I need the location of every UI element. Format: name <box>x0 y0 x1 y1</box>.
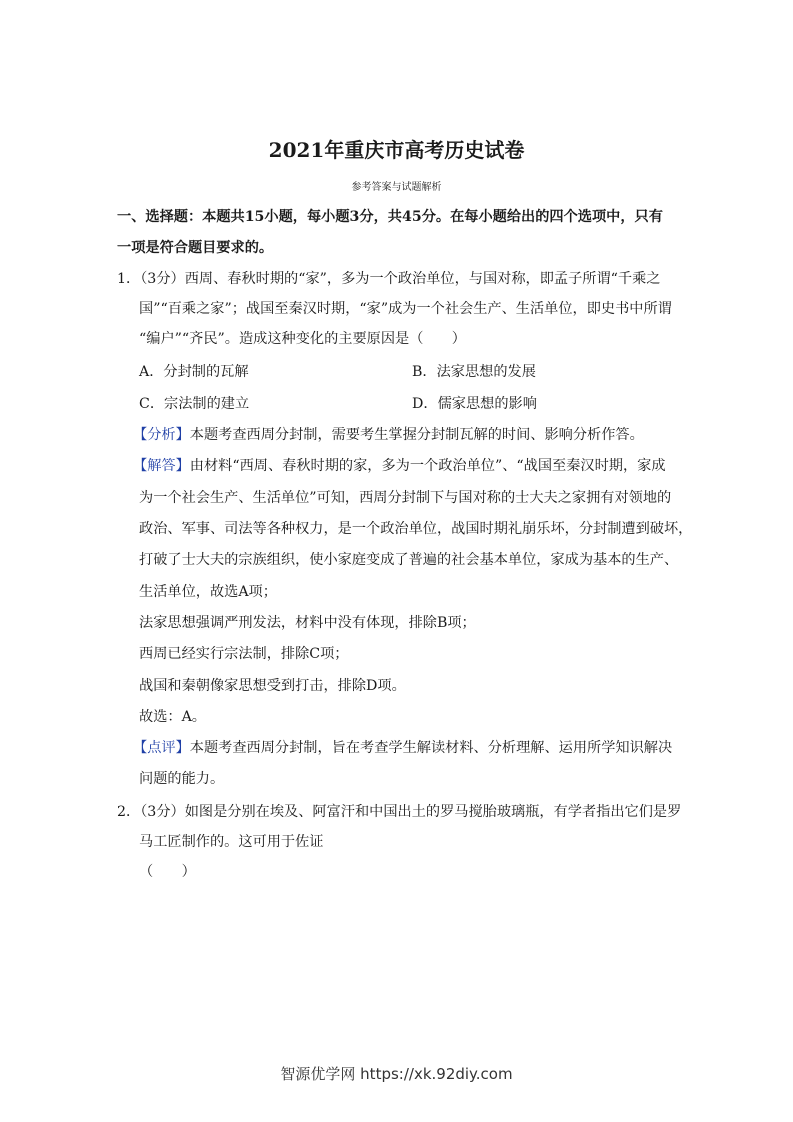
answer-text-line1: 由材料“西周、春秋时期的家，多为一个政治单位”、“战国至秦汉时期，家成 <box>189 458 666 474</box>
section-heading-line2: 一项是符合题目要求的。 <box>117 240 274 256</box>
q1-option-c: C．宗法制的建立 <box>139 396 250 412</box>
q1-option-d: D．儒家思想的影响 <box>412 396 537 412</box>
q1-answer-line3: 政治、军事、司法等各种权力，是一个政治单位，战国时期礼崩乐坏，分封制遭到破坏， <box>139 521 693 537</box>
comment-tag: 【点评】 <box>133 740 190 756</box>
q2-stem-line2: 马工匠制作的。这可用于佐证 <box>139 834 324 850</box>
q1-answer-line2: 为一个社会生产、生活单位”可知，西周分封制下与国对称的士大夫之家拥有对领地的 <box>139 490 672 506</box>
analysis-tag: 【分析】 <box>133 427 190 443</box>
q1-answer-line6: 法家思想强调严刑发法，材料中没有体现，排除B项； <box>139 615 476 631</box>
q1-analysis <box>133 425 644 445</box>
q1-option-a: A．分封制的瓦解 <box>139 364 249 380</box>
analysis-text: 本题考查西周分封制，需要考生掌握分封制瓦解的时间、影响分析作答。 <box>189 427 644 443</box>
q1-option-b: B．法家思想的发展 <box>412 364 536 380</box>
q1-stem-line2: 国”“百乘之家”；战国至秦汉时期，“家”成为一个社会生产、生活单位，即史书中所谓 <box>139 301 672 317</box>
q1-comment-line2: 问题的能力。 <box>139 771 225 787</box>
q1-answer-line1 <box>133 456 666 476</box>
q1-answer-line4: 打破了士大夫的宗族组织，使小家庭变成了普遍的社会基本单位，家成为基本的生产、 <box>139 552 679 568</box>
page-subtitle: 参考答案与试题解析 <box>351 182 442 193</box>
q2-stem-line3: （ ） <box>139 864 196 880</box>
page-title: 2021年重庆市高考历史试卷 <box>268 138 525 162</box>
q1-comment-line1 <box>133 738 672 758</box>
answer-tag: 【解答】 <box>133 458 190 474</box>
footer-watermark: 智源优学网 https://xk.92diy.com <box>280 1065 513 1083</box>
q1-stem-line3: “编户”“齐民”。造成这种变化的主要原因是（ ） <box>139 331 466 347</box>
q1-answer-line9: 故选：A。 <box>139 709 206 725</box>
comment-text-line1: 本题考查西周分封制，旨在考查学生解读材料、分析理解、运用所学知识解决 <box>189 740 673 756</box>
q1-answer-line8: 战国和秦朝像家思想受到打击，排除D项。 <box>139 678 406 694</box>
q1-answer-line5: 生活单位，故选A项； <box>139 584 277 600</box>
q1-answer-line7: 西周已经实行宗法制，排除C项； <box>139 646 349 662</box>
section-heading-line1: 一、选择题：本题共15小题，每小题3分，共45分。在每小题给出的四个选项中，只有 <box>117 209 663 225</box>
q1-stem-line1: 1．（3分）西周、春秋时期的“家”，多为一个政治单位，与国对称，即孟子所谓“千乘之 <box>117 271 661 287</box>
q2-stem-line1: 2．（3分）如图是分别在埃及、阿富汗和中国出土的罗马搅胎玻璃瓶，有学者指出它们是罗 <box>117 804 682 820</box>
